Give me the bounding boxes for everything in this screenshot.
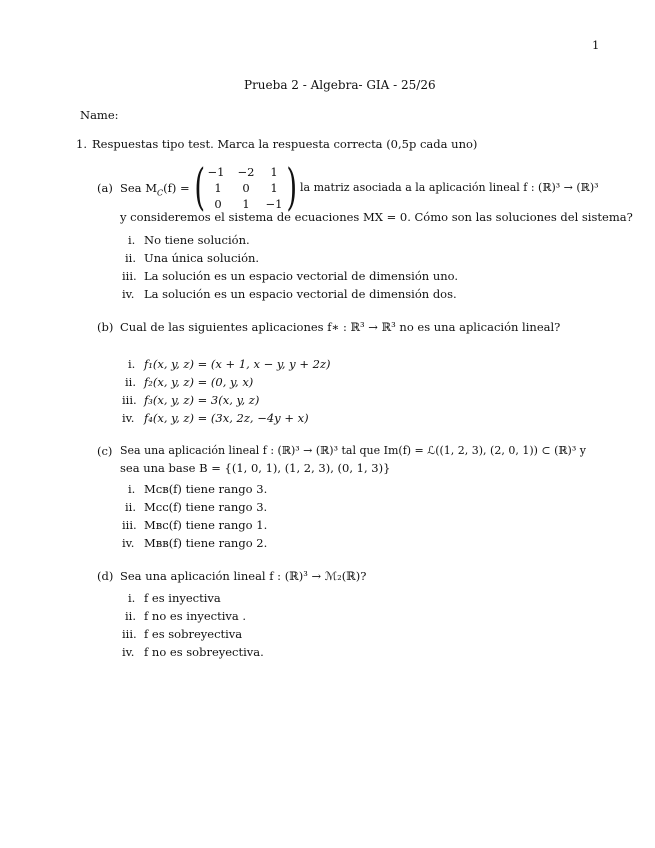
option-num: ii.	[125, 500, 137, 514]
option-text: f₃(x, y, z) = 3(x, y, z)	[144, 393, 260, 407]
option-num: ii.	[125, 375, 137, 389]
matrix-cell: 1	[214, 181, 222, 195]
matrix-cell: −1	[265, 197, 283, 211]
option-num: i.	[128, 482, 136, 496]
matrix-cell: −2	[237, 165, 255, 179]
matrix-right-paren: )	[286, 158, 298, 216]
item-d-label: (d)	[97, 569, 114, 583]
matrix-left-paren: (	[194, 158, 206, 216]
option-text: Mʙʙ(f) tiene rango 2.	[144, 536, 268, 550]
page-title: Prueba 2 - Algebra- GIA - 25/26	[244, 78, 436, 92]
option-text: f no es sobreyectiva.	[144, 645, 264, 659]
option-num: iii.	[122, 269, 137, 283]
option-text: Mʙᴄ(f) tiene rango 1.	[144, 518, 268, 532]
option-num: i.	[128, 591, 136, 605]
item-a-label: (a)	[97, 181, 113, 195]
option-text: f₂(x, y, z) = (0, y, x)	[144, 375, 254, 389]
item-c-line2: sea una base B = {(1, 0, 1), (1, 2, 3), (0, 1, 3)}	[120, 461, 391, 475]
matrix-cell: −1	[207, 165, 225, 179]
item-c-line1: Sea una aplicación lineal f : (ℝ)³ → (ℝ)³ tal que Im(f) = ℒ((1, 2, 3), (2, 0, 1)) ⊂ (ℝ)³ y	[120, 444, 586, 457]
option-text: f no es inyectiva .	[144, 609, 247, 623]
option-text: f es sobreyectiva	[144, 627, 243, 641]
item-b-text: Cual de las siguientes aplicaciones f∗ : ℝ³ → ℝ³ no es una aplicación lineal?	[120, 320, 561, 334]
matrix-cell: 0	[242, 181, 250, 195]
item-a-intro-sub: C	[156, 188, 164, 198]
option-text: f₁(x, y, z) = (x + 1, x − y, y + 2z)	[144, 357, 331, 371]
option-text: La solución es un espacio vectorial de dimensión dos.	[144, 287, 457, 301]
question-heading: Respuestas tipo test. Marca la respuesta correcta (0,5p cada uno)	[92, 137, 478, 151]
item-a-intro-text: Sea M	[120, 181, 157, 195]
name-label: Name:	[80, 108, 119, 122]
option-num: i.	[128, 233, 136, 247]
option-num: iii.	[122, 627, 137, 641]
item-a-line2: y consideremos el sistema de ecuaciones MX = 0. Cómo son las soluciones del sistema?	[120, 210, 633, 224]
option-num: iv.	[122, 536, 135, 550]
option-num: ii.	[125, 609, 137, 623]
option-text: Mᴄᴄ(f) tiene rango 3.	[144, 500, 268, 514]
page-number: 1	[592, 38, 600, 52]
item-c-label: (c)	[97, 444, 113, 458]
matrix-cell: 1	[270, 165, 278, 179]
matrix-cell: 0	[214, 197, 222, 211]
matrix-cell: 1	[242, 197, 250, 211]
option-num: iii.	[122, 393, 137, 407]
option-text: Una única solución.	[144, 251, 260, 265]
option-text: No tiene solución.	[144, 233, 250, 247]
matrix	[194, 158, 298, 216]
option-text: La solución es un espacio vectorial de dimensión uno.	[144, 269, 459, 283]
matrix-cell: 1	[270, 181, 278, 195]
option-num: iv.	[122, 411, 135, 425]
item-d-text: Sea una aplicación lineal f : (ℝ)³ → ℳ₂(ℝ)?	[120, 569, 367, 583]
item-a-intro	[120, 181, 190, 200]
option-text: f es inyectiva	[144, 591, 221, 605]
option-text: f₄(x, y, z) = (3x, 2z, −4y + x)	[144, 411, 309, 425]
question-number: 1.	[76, 137, 87, 151]
item-a-after-matrix: la matriz asociada a la aplicación lineal f : (ℝ)³ → (ℝ)³	[300, 181, 599, 194]
option-num: ii.	[125, 251, 137, 265]
option-num: iv.	[122, 287, 135, 301]
item-a-intro-rest: (f) =	[163, 181, 190, 195]
option-text: Mᴄʙ(f) tiene rango 3.	[144, 482, 268, 496]
option-num: iii.	[122, 518, 137, 532]
option-num: iv.	[122, 645, 135, 659]
option-num: i.	[128, 357, 136, 371]
item-b-label: (b)	[97, 320, 114, 334]
